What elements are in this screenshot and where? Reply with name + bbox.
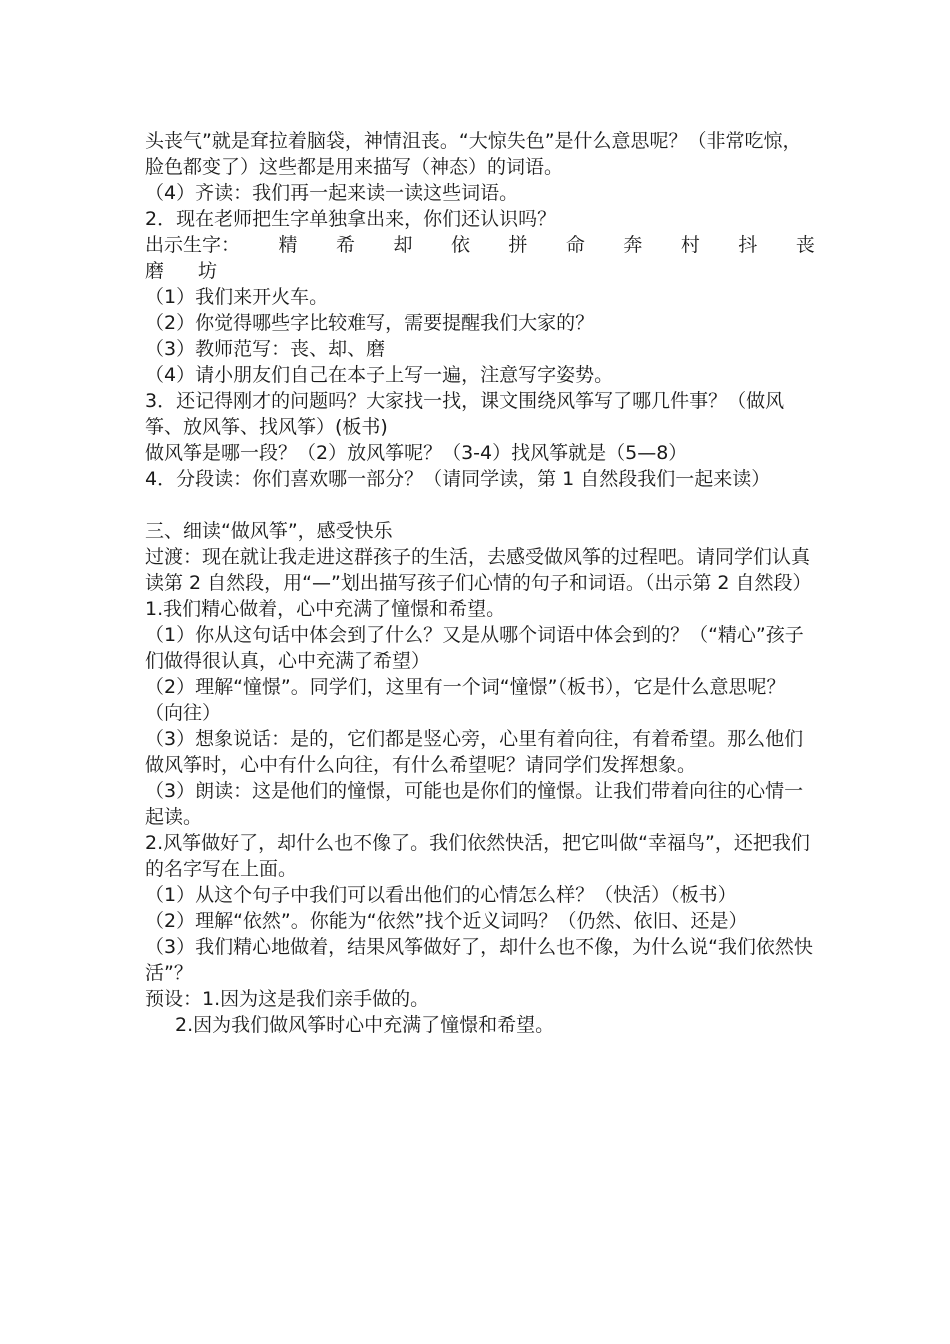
character-item: 精 — [278, 234, 298, 256]
paragraph-transition: 过渡：现在就让我走进这群孩子的生活，去感受做风筝的过程吧。请同学们认真读第 2 自然段，用“—”划出描写孩子们心情的句子和词语。（出示第 2 自然段） — [145, 546, 812, 594]
paragraph-preset-1: 预设：1.因为这是我们亲手做的。 — [145, 988, 430, 1010]
blank-line — [145, 492, 815, 518]
paragraph-kite-events: 3．还记得刚才的问题吗？大家找一找，课文围绕风筝写了哪几件事？（做风筝、放风筝、找风筝）(板书) — [145, 390, 785, 438]
character-item: 拼 — [508, 234, 528, 256]
paragraph-intro: 头丧气”就是耷拉着脑袋，神情沮丧。“大惊失色”是什么意思呢？（非常吃惊，脸色都变了）这些都是用来描写（神态）的词语。 — [145, 130, 802, 178]
character-item: 奔 — [623, 234, 643, 256]
paragraph-step-4: （4）请小朋友们自己在本子上写一遍，注意写字姿势。 — [145, 364, 614, 386]
paragraph-step-3: （3）教师范写：丧、却、磨 — [145, 338, 386, 360]
character-item: 丧 — [795, 234, 815, 256]
paragraph-question-3: （3）想象说话：是的，它们都是竖心旁，心里有着向往，有着希望。那么他们做风筝时，心中有什么向往，有什么希望呢？请同学们发挥想象。 — [145, 728, 804, 776]
character-item: 命 — [565, 234, 585, 256]
paragraph-reading: （3）朗读：这是他们的憧憬，可能也是你们的憧憬。让我们带着向往的心情一起读。 — [145, 780, 804, 828]
character-item: 村 — [680, 234, 700, 256]
paragraph-question-1: （1）你从这句话中体会到了什么？又是从哪个词语中体会到的？（“精心”孩子们做得很认真，心中充满了希望） — [145, 624, 804, 672]
paragraph-read-together: （4）齐读：我们再一起来读一读这些词语。 — [145, 182, 519, 204]
character-item: 抖 — [738, 234, 758, 256]
document-body — [145, 128, 815, 1038]
paragraph-new-characters-question: 2．现在老师把生字单独拿出来，你们还认识吗？ — [145, 208, 557, 230]
paragraph-question-6: （3）我们精心地做着，结果风筝做好了，却什么也不像，为什么说“我们依然快活”？ — [145, 936, 813, 984]
paragraph-question-2: （2）理解“憧憬”。同学们，这里有一个词“憧憬”（板书），它是什么意思呢？（向往） — [145, 676, 786, 724]
character-item: 依 — [450, 234, 470, 256]
character-item: 磨 — [145, 260, 165, 282]
paragraph-sentence-1: 1.我们精心做着，心中充满了憧憬和希望。 — [145, 598, 506, 620]
character-item: 坊 — [198, 260, 218, 282]
character-item: 希 — [335, 234, 355, 256]
new-characters-list — [145, 232, 815, 284]
characters-label: 出示生字： — [145, 234, 241, 256]
paragraph-section-reading: 4．分段读：你们喜欢哪一部分？（请同学读，第 1 自然段我们一起来读） — [145, 468, 771, 490]
paragraph-sections: 做风筝是哪一段？（2）放风筝呢？（3-4）找风筝就是（5—8） — [145, 442, 688, 464]
paragraph-step-2: （2）你觉得哪些字比较难写，需要提醒我们大家的？ — [145, 312, 595, 334]
paragraph-step-1: （1）我们来开火车。 — [145, 286, 329, 308]
paragraph-preset-2: 2.因为我们做风筝时心中充满了憧憬和希望。 — [175, 1014, 555, 1036]
paragraph-sentence-2: 2.风筝做好了，却什么也不像了。我们依然快活，把它叫做“幸福鸟”，还把我们的名字写在上面。 — [145, 832, 810, 880]
paragraph-question-5: （2）理解“依然”。你能为“依然”找个近义词吗？（仍然、依旧、还是） — [145, 910, 748, 932]
section-heading: 三、细读“做风筝”，感受快乐 — [145, 520, 393, 542]
paragraph-question-4: （1）从这个句子中我们可以看出他们的心情怎么样？（快活）（板书） — [145, 884, 737, 906]
character-item: 却 — [393, 234, 413, 256]
